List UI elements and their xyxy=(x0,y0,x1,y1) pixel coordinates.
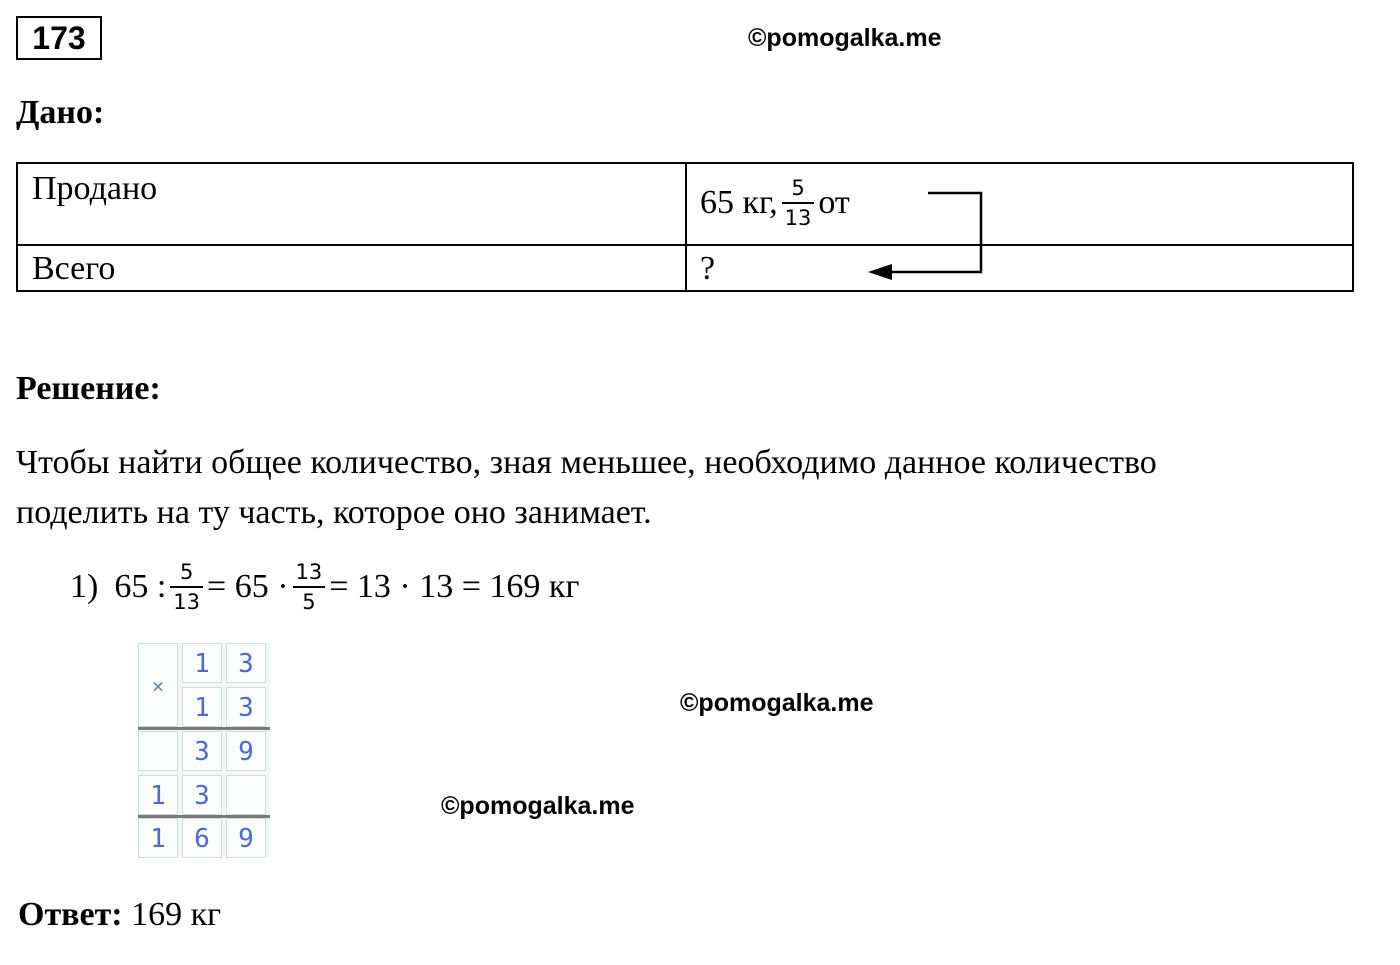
step-part-3: = 13 · 13 = 169 кг xyxy=(329,568,580,605)
fraction-numerator: 5 xyxy=(179,560,194,584)
digit-cell: 1 xyxy=(138,775,178,815)
task-number: 173 xyxy=(16,16,102,60)
relation-arrow-icon xyxy=(868,184,1008,284)
solution-text-line-2: поделить на ту часть, которое оно занимает. xyxy=(16,494,652,531)
multiply-sign: × xyxy=(138,643,178,727)
watermark-top: ©pomogalka.me xyxy=(748,24,942,52)
digit-cell: 9 xyxy=(226,818,266,858)
row-sold-label: Продано xyxy=(32,170,158,207)
digit-cell: 9 xyxy=(226,731,266,771)
digit-cell: 3 xyxy=(182,775,222,815)
step-fraction-2 xyxy=(293,560,326,614)
solution-text xyxy=(16,438,1157,538)
digit-cell: 1 xyxy=(138,818,178,858)
digit-cell xyxy=(138,731,178,771)
fraction-denominator: 13 xyxy=(784,206,812,230)
digit-cell: 1 xyxy=(182,643,222,683)
sold-of: от xyxy=(818,184,850,221)
sold-fraction xyxy=(782,176,815,230)
solution-heading: Решение: xyxy=(16,370,161,407)
step-part-2: = 65 · xyxy=(207,568,289,605)
fraction-denominator: 13 xyxy=(173,590,201,614)
step-index: 1) xyxy=(70,568,99,605)
digit-cell: 3 xyxy=(182,731,222,771)
answer-value: 169 кг xyxy=(131,896,222,933)
step-part-1: 65 : xyxy=(114,568,167,605)
digit-cell xyxy=(226,775,266,815)
digit-cell: 3 xyxy=(226,643,266,683)
calculation-step xyxy=(70,552,579,622)
row-total-value: ? xyxy=(700,250,716,287)
digit-cell: 3 xyxy=(226,687,266,727)
given-table xyxy=(16,162,1354,292)
given-heading: Дано: xyxy=(16,94,105,131)
watermark-lower: ©pomogalka.me xyxy=(441,792,635,820)
watermark-middle: ©pomogalka.me xyxy=(680,689,874,717)
digit-cell: 6 xyxy=(182,818,222,858)
column-multiplication xyxy=(138,643,270,857)
answer-label: Ответ: xyxy=(18,896,123,933)
row-sold-value xyxy=(700,168,850,238)
answer-line xyxy=(18,896,221,934)
solution-text-line-1: Чтобы найти общее количество, зная меньшее, необходимо данное количество xyxy=(16,444,1157,481)
sold-amount: 65 кг, xyxy=(700,184,778,221)
fraction-denominator: 5 xyxy=(302,590,316,614)
fraction-numerator: 13 xyxy=(295,560,323,584)
row-total-label: Всего xyxy=(32,250,116,287)
digit-cell: 1 xyxy=(182,687,222,727)
fraction-numerator: 5 xyxy=(791,176,805,200)
step-fraction-1 xyxy=(170,560,203,614)
